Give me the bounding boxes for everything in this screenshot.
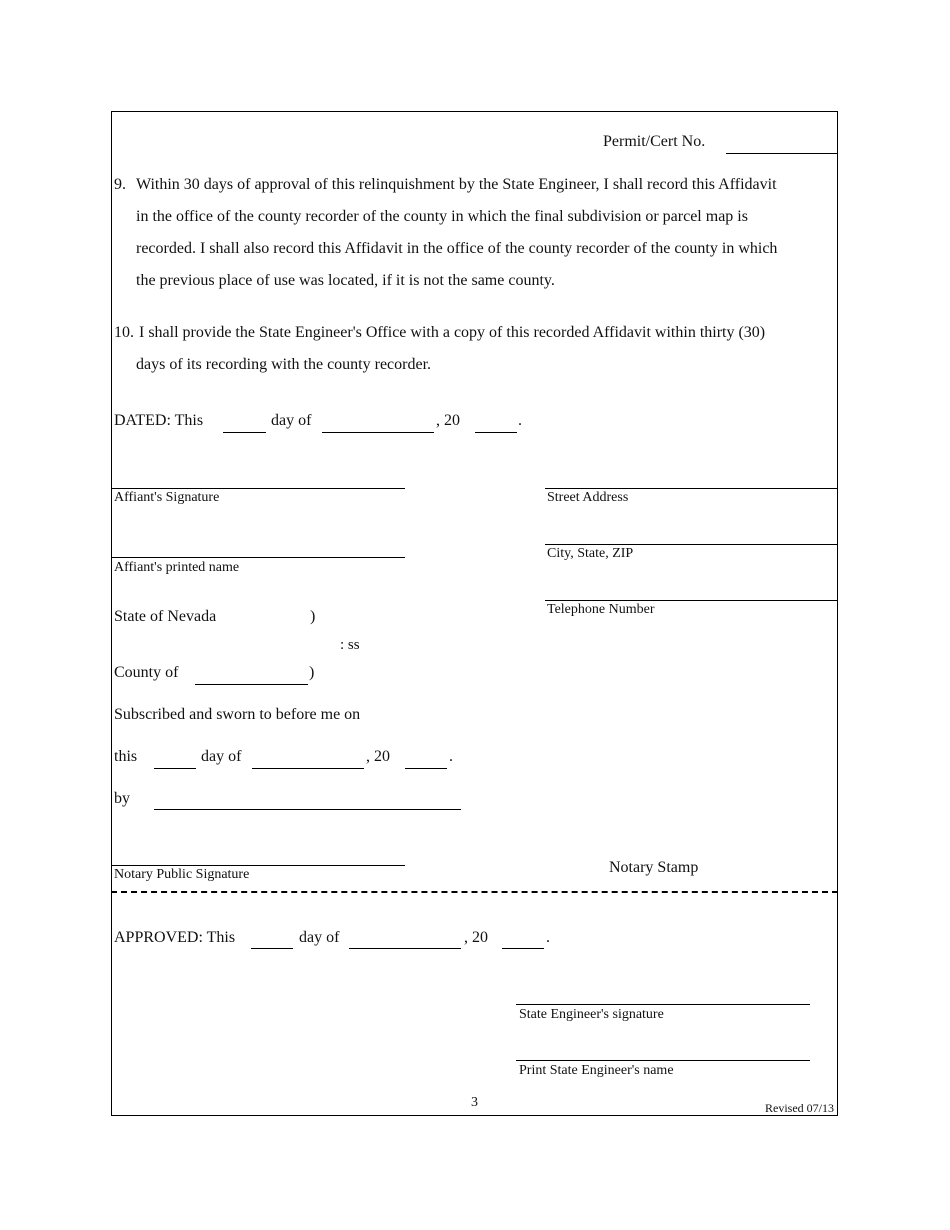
- approved-year-field[interactable]: [502, 948, 544, 949]
- telephone-field[interactable]: [545, 600, 838, 601]
- item-10-line-2: days of its recording with the county recorder.: [136, 356, 432, 373]
- street-address-field[interactable]: [545, 488, 838, 489]
- approved-month-field[interactable]: [349, 948, 461, 949]
- county-of-label: County of: [114, 664, 179, 681]
- engineer-signature-label: State Engineer's signature: [519, 1007, 664, 1022]
- subscribed-text: Subscribed and sworn to before me on: [114, 706, 361, 723]
- engineer-name-label: Print State Engineer's name: [519, 1063, 674, 1078]
- notary-signature-field[interactable]: [111, 865, 405, 866]
- notary-signature-label: Notary Public Signature: [114, 867, 250, 882]
- dated-day-of: day of: [271, 412, 312, 429]
- city-state-zip-field[interactable]: [545, 544, 838, 545]
- notary-stamp-label: Notary Stamp: [609, 859, 699, 876]
- page-number: 3: [471, 1095, 478, 1110]
- affiant-printed-name-field[interactable]: [111, 557, 405, 558]
- dated-label: DATED: This: [114, 412, 204, 429]
- notary-period: .: [449, 748, 453, 765]
- notary-day-field[interactable]: [154, 768, 196, 769]
- affiant-printed-name-label: Affiant's printed name: [114, 560, 240, 575]
- item-9-line-2: in the office of the county recorder of the county in which the final subdivision or parcel map is: [136, 208, 748, 225]
- revised-label: Revised 07/13: [765, 1101, 834, 1115]
- by-field[interactable]: [154, 809, 461, 810]
- item-10-number: 10.: [114, 324, 134, 341]
- section-divider: [111, 891, 838, 893]
- state-of-nevada: State of Nevada: [114, 608, 217, 625]
- notary-month-field[interactable]: [252, 768, 364, 769]
- item-10-line-1: I shall provide the State Engineer's Office with a copy of this recorded Affidavit within thirty (30): [139, 324, 766, 341]
- dated-year-field[interactable]: [475, 432, 517, 433]
- item-9-line-4: the previous place of use was located, if it is not the same county.: [136, 272, 555, 289]
- state-paren: ): [310, 608, 316, 625]
- permit-number-field[interactable]: [726, 153, 838, 154]
- dated-month-field[interactable]: [322, 432, 434, 433]
- ss-label: : ss: [340, 637, 360, 653]
- item-9-line-1: Within 30 days of approval of this relinquishment by the State Engineer, I shall record this Affidavit: [136, 176, 777, 193]
- approved-day-field[interactable]: [251, 948, 293, 949]
- affiant-signature-field[interactable]: [111, 488, 405, 489]
- telephone-label: Telephone Number: [547, 602, 655, 617]
- street-address-label: Street Address: [547, 490, 629, 505]
- city-state-zip-label: City, State, ZIP: [547, 546, 634, 561]
- item-9-number: 9.: [114, 176, 126, 193]
- approved-period: .: [546, 929, 550, 946]
- notary-year-prefix: , 20: [366, 748, 390, 765]
- approved-year-prefix: , 20: [464, 929, 488, 946]
- affiant-signature-label: Affiant's Signature: [114, 490, 220, 505]
- dated-period: .: [518, 412, 522, 429]
- engineer-name-field[interactable]: [516, 1060, 810, 1061]
- county-paren: ): [309, 664, 315, 681]
- approved-day-of: day of: [299, 929, 340, 946]
- engineer-signature-field[interactable]: [516, 1004, 810, 1005]
- approved-label: APPROVED: This: [114, 929, 236, 946]
- notary-day-of: day of: [201, 748, 242, 765]
- notary-this: this: [114, 748, 138, 765]
- county-field[interactable]: [195, 684, 308, 685]
- item-9-line-3: recorded. I shall also record this Affidavit in the office of the county recorder of the county in which: [136, 240, 778, 257]
- dated-year-prefix: , 20: [436, 412, 460, 429]
- by-label: by: [114, 790, 130, 807]
- dated-day-field[interactable]: [223, 432, 266, 433]
- notary-year-field[interactable]: [405, 768, 447, 769]
- permit-label: Permit/Cert No.: [603, 133, 706, 150]
